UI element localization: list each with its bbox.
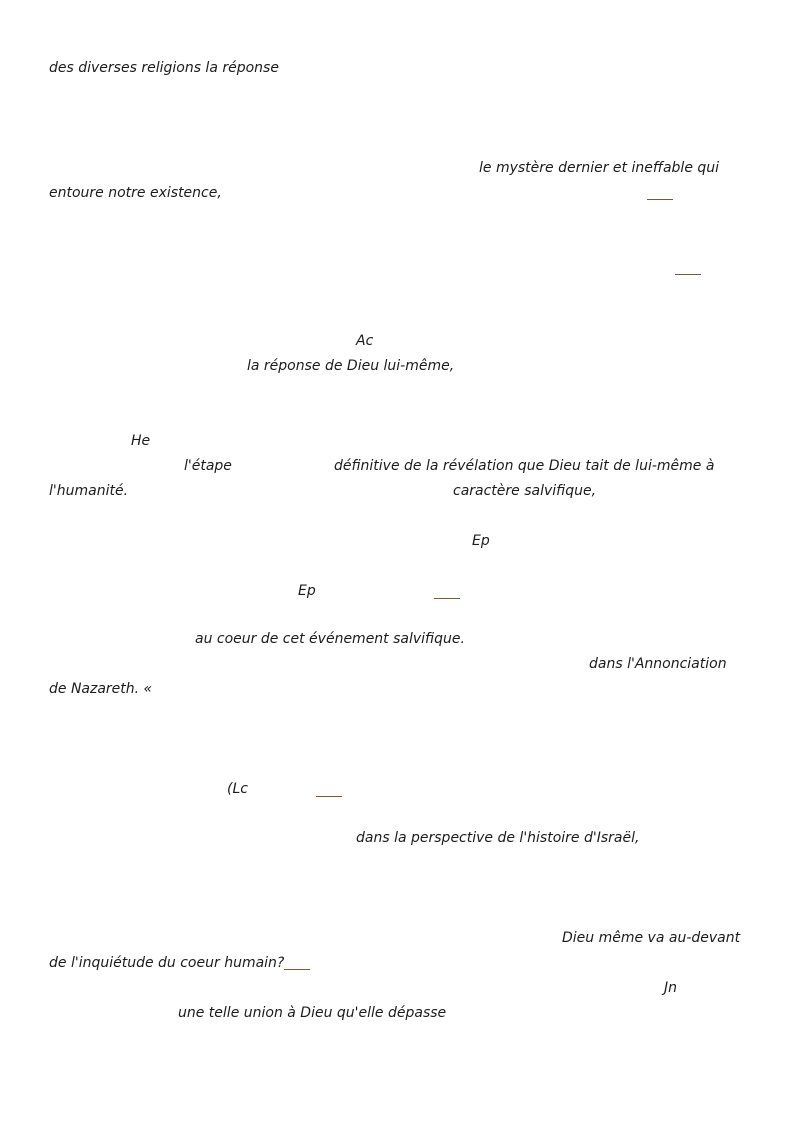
footnote-rule xyxy=(316,796,342,797)
text-fragment: entoure notre existence, xyxy=(49,185,222,201)
text-fragment: le mystère dernier et ineffable qui xyxy=(479,160,720,176)
text-fragment: Dieu même va au-devant xyxy=(562,930,741,946)
text-fragment: au coeur de cet événement salvifique. xyxy=(195,631,465,647)
text-fragment: He xyxy=(131,433,151,449)
text-fragment: dans la perspective de l'histoire d'Israël, xyxy=(356,830,640,846)
text-fragment: (Lc xyxy=(227,781,248,797)
footnote-rule xyxy=(284,969,310,970)
text-fragment: Ep xyxy=(472,533,490,549)
text-fragment: la réponse de Dieu lui-même, xyxy=(247,358,455,374)
text-fragment: de l'inquiétude du coeur humain? xyxy=(49,955,285,971)
text-fragment: l'humanité. xyxy=(49,483,129,499)
footnote-rule xyxy=(675,274,701,275)
text-fragment: caractère salvifique, xyxy=(453,483,597,499)
text-fragment: de Nazareth. « xyxy=(49,681,153,697)
text-fragment: définitive de la révélation que Dieu tait de lui-même à xyxy=(334,458,715,474)
text-fragment: des diverses religions la réponse xyxy=(49,60,279,76)
text-fragment: Jn xyxy=(664,980,678,996)
text-fragment: une telle union à Dieu qu'elle dépasse xyxy=(178,1005,447,1021)
footnote-rule xyxy=(434,598,460,599)
text-fragment: l'étape xyxy=(184,458,232,474)
text-fragment: Ep xyxy=(298,583,316,599)
text-fragment: Ac xyxy=(356,333,374,349)
footnote-rule xyxy=(647,199,673,200)
text-fragment: dans l'Annonciation xyxy=(589,656,727,672)
